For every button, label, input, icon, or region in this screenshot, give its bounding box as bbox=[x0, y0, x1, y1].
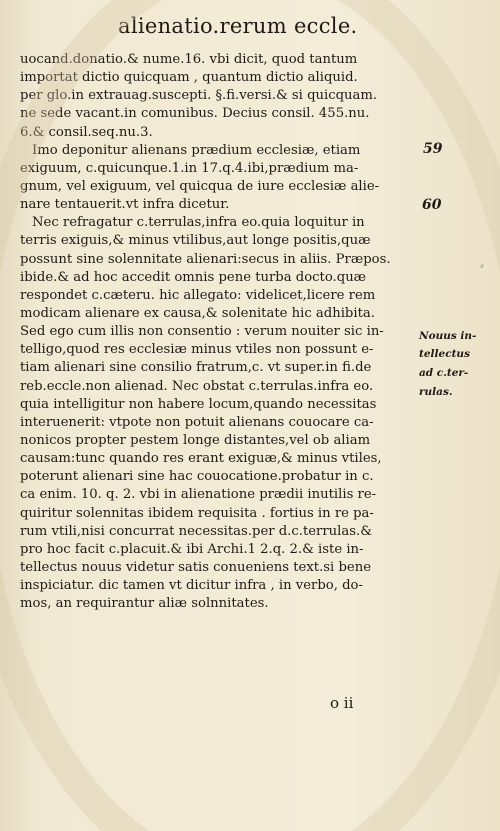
marginal-number-59: 59 bbox=[423, 141, 443, 157]
text-line: nare tentauerit.vt infra dicetur. bbox=[20, 197, 230, 213]
text-line: nonicos propter pestem longe distantes,vel ob aliam bbox=[20, 432, 371, 448]
text-line: possunt sine solennitate alienari:secus in aliis. Præpos. bbox=[20, 251, 391, 267]
text-line: reb.eccle.non alienad. Nec obstat c.terrulas.infra eo. bbox=[20, 378, 374, 394]
text-line: uocand.donatio.& nume.16. vbi dicit, quod tantum bbox=[20, 52, 358, 67]
text-line: 6.& consil.seq.nu.3. bbox=[20, 124, 153, 140]
text-line: per glo.in extrauag.suscepti. §.fi.versi.& si quicquam. bbox=[20, 88, 378, 104]
marginal-note: Nouus in- bbox=[419, 330, 477, 342]
text-line: gnum, vel exiguum, vel quicqua de iure ecclesiæ alie- bbox=[20, 178, 380, 194]
text-line: rum vtili,nisi concurrat necessitas.per d.c.terrulas.& bbox=[20, 523, 372, 539]
text-line: exiguum, c.quicunque.1.in 17.q.4.ibi,prædium ma- bbox=[20, 160, 359, 176]
text-line: mos, an requirantur aliæ solnnitates. bbox=[20, 596, 269, 612]
running-header: alienatio.rerum eccle. bbox=[118, 14, 358, 38]
signature-mark: o ii bbox=[330, 694, 354, 712]
text-line: modicam alienare ex causa,& solenitate hic adhibita. bbox=[20, 305, 375, 321]
pencil-mark: ⸗ bbox=[480, 258, 484, 272]
text-line: ca enim. 10. q. 2. vbi in alienatione prædii inutilis re- bbox=[20, 487, 377, 503]
text-line: respondet c.cæteru. hic allegato: videlicet,licere rem bbox=[20, 287, 376, 303]
text-line: quia intelligitur non habere locum,quando necessitas bbox=[20, 396, 377, 412]
text-line: interuenerit: vtpote non potuit alienans couocare ca- bbox=[20, 414, 374, 430]
text-line: terris exiguis,& minus vtilibus,aut longe positis,quæ bbox=[20, 233, 371, 249]
text-line: Nec refragatur c.terrulas,infra eo.quia loquitur in bbox=[32, 215, 365, 231]
text-line: inspiciatur. dic tamen vt dicitur infra , in verbo, do- bbox=[20, 578, 363, 594]
text-line: ne sede vacant.in comunibus. Decius consil. 455.nu. bbox=[20, 106, 370, 122]
text-line: causam:tunc quando res erant exiguæ,& minus vtiles, bbox=[20, 451, 382, 467]
text-line: importat dictio quicquam , quantum dictio aliquid. bbox=[20, 70, 358, 86]
marginal-note: rulas. bbox=[419, 386, 453, 398]
text-line: Imo deponitur alienans prædium ecclesiæ, etiam bbox=[32, 142, 361, 158]
text-line: telligo,quod res ecclesiæ minus vtiles non possunt e- bbox=[20, 342, 374, 358]
text-line: Sed ego cum illis non consentio : verum nouiter sic in- bbox=[20, 324, 384, 340]
text-line: pro hoc facit c.placuit.& ibi Archi.1 2.q. 2.& iste in- bbox=[20, 541, 364, 557]
text-line: ibide.& ad hoc accedit omnis pene turba docto.quæ bbox=[20, 269, 367, 285]
text-line: poterunt alienari sine hac couocatione.probatur in c. bbox=[20, 469, 374, 485]
body-text bbox=[20, 51, 415, 613]
marginal-note: tellectus bbox=[419, 348, 470, 360]
marginal-note: ad c.ter- bbox=[419, 367, 469, 379]
text-line: tellectus nouus videtur satis conueniens text.si bene bbox=[20, 559, 372, 575]
marginal-number-60: 60 bbox=[422, 197, 442, 213]
text-line: quiritur solennitas ibidem requisita . fortius in re pa- bbox=[20, 505, 374, 521]
text-line: tiam alienari sine consilio fratrum,c. vt super.in fi.de bbox=[20, 360, 372, 376]
